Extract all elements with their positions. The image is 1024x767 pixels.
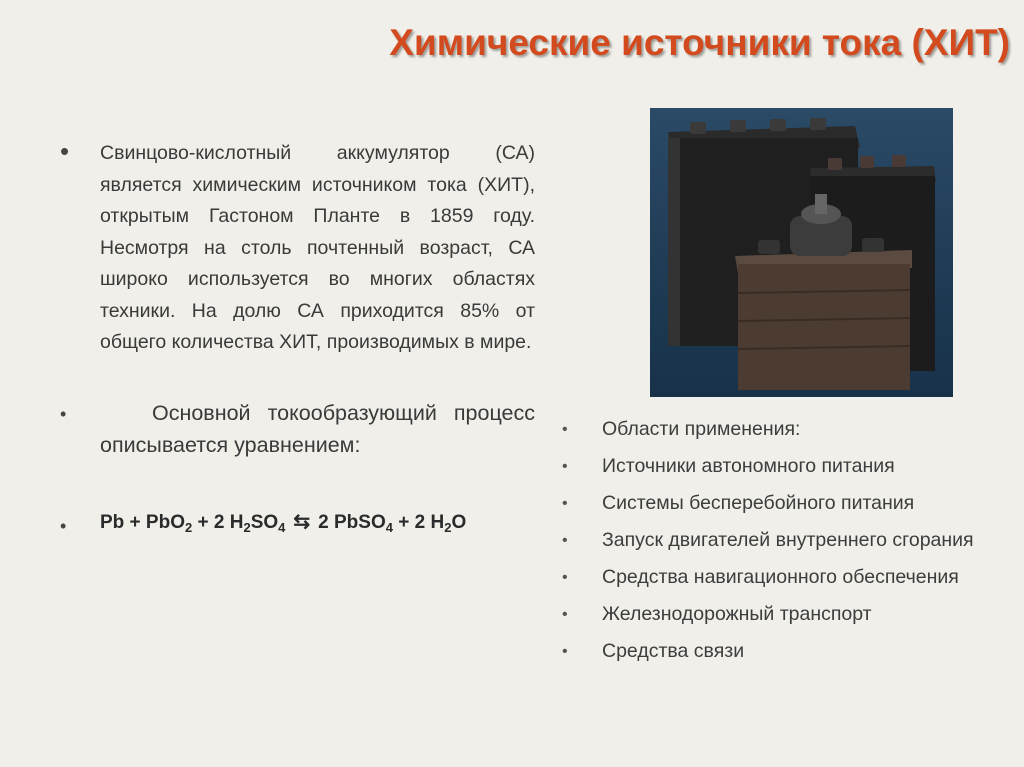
list-item: • Области применения: bbox=[562, 414, 1002, 445]
battery-illustration bbox=[650, 108, 953, 397]
list-item: • Запуск двигателей внутреннего сгорания bbox=[562, 525, 1002, 556]
bullet-paragraph-1 bbox=[60, 138, 535, 359]
equilibrium-arrow-icon: ⇆ bbox=[293, 510, 311, 533]
left-column bbox=[60, 138, 535, 535]
bullet-icon: • bbox=[562, 458, 568, 475]
reaction-equation: • Pb + PbO$_2$ + 2 $H_2SO_4$ ⇆ 2 PbSO$_4$ + 2 $H_2O$ bbox=[60, 509, 535, 535]
battery-photo bbox=[650, 108, 953, 397]
applications-list bbox=[562, 414, 1002, 673]
list-item: • Системы бесперебойного питания bbox=[562, 488, 1002, 519]
bullet-icon: • bbox=[60, 515, 67, 536]
slide-title: Химические источники тока (ХИТ) bbox=[389, 22, 1010, 63]
list-item: • Источники автономного питания bbox=[562, 451, 1002, 482]
bullet-icon: • bbox=[562, 569, 568, 586]
paragraph-process: Основной токообразующий процесс описывается уравнением: bbox=[100, 400, 535, 457]
bullet-icon: • bbox=[562, 421, 568, 438]
bullet-icon: • bbox=[562, 495, 568, 512]
paragraph-lead-acid: Свинцово-кислотный аккумулятор (СА) является химическим источником тока (ХИТ), открытым Гастоном Планте в 1859 году. Несмотря на столь почтенный возраст, СА широко используется во многих областях техники. На долю СА приходится 85% от общего количества ХИТ, производимых в мире. bbox=[100, 142, 535, 353]
list-item: • Средства связи bbox=[562, 636, 1002, 667]
bullet-icon: • bbox=[562, 606, 568, 623]
list-item: • Железнодорожный транспорт bbox=[562, 599, 1002, 630]
bullet-icon: • bbox=[60, 403, 67, 424]
bullet-icon: • bbox=[562, 643, 568, 660]
bullet-icon: • bbox=[60, 136, 70, 166]
bullet-paragraph-2 bbox=[60, 397, 535, 461]
list-item: • Средства навигационного обеспечения bbox=[562, 562, 1002, 593]
bullet-icon: • bbox=[562, 532, 568, 549]
